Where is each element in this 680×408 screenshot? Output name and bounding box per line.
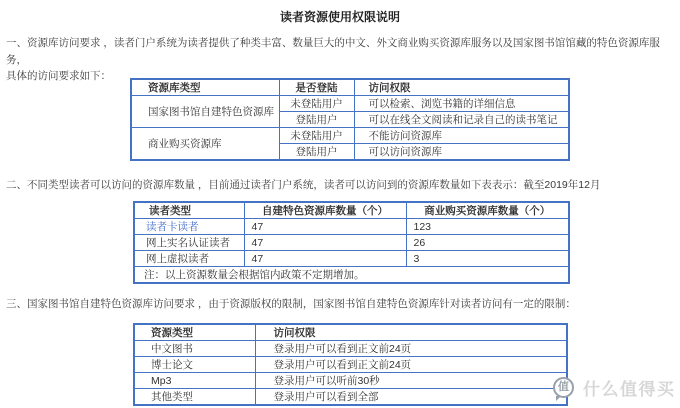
page-title: 读者资源使用权限说明 (279, 10, 400, 24)
permission-cell: 可以检索、浏览书籍的详细信息 (354, 96, 569, 112)
table-row (131, 128, 569, 144)
self-built-count-cell: 47 (244, 235, 406, 251)
column-header: 是否登陆 (279, 79, 354, 96)
table-row (134, 251, 569, 267)
login-status-cell: 未登陆用户 (279, 96, 354, 112)
column-header: 商业购买资源库数量（个） (406, 202, 569, 219)
login-status-cell: 未登陆用户 (279, 128, 354, 144)
table-header-row (131, 79, 569, 96)
table-note-row (134, 267, 569, 284)
login-status-cell: 登陆用户 (279, 144, 354, 161)
login-status-cell: 登陆用户 (279, 112, 354, 128)
column-header: 访问权限 (255, 324, 567, 341)
table-row (134, 357, 567, 373)
reader-type-cell: 网上实名认证读者 (134, 235, 244, 251)
self-built-count-cell: 47 (244, 219, 406, 235)
permission-cell: 登录用户可以看到正文前24页 (255, 341, 567, 357)
resource-type-cell: 博士论文 (134, 357, 255, 373)
table-header-row (134, 202, 569, 219)
table-row (134, 235, 569, 251)
column-header: 自建特色资源库数量（个） (244, 202, 406, 219)
table-row (134, 373, 567, 389)
table-row (134, 389, 567, 406)
section-2-paragraph: 二、不同类型读者可以访问的资源库数量 ，目前通过读者门户系统，读者可以访问到的资源库数量如下表表示：截至2019年12月 (6, 179, 601, 191)
commercial-count-cell: 26 (406, 235, 569, 251)
resource-type-cell: 其他类型 (134, 389, 255, 406)
section-3-paragraph: 三、国家图书馆自建特色资源库访问要求 ，由于资源版权的限制，国家图书馆自建特色资源库针对读者访问有一定的限制： (6, 298, 576, 310)
section-1-paragraph-line-1: 一、资源库访问要求 ，读者门户系统为读者提供了种类丰富、数量巨大的中文、外文商业购买资源库服务以及国家图书馆馆藏的特色资源库服务， (6, 37, 660, 66)
permission-cell: 登录用户可以听前30秒 (255, 373, 567, 389)
resource-type-cell: Mp3 (134, 373, 255, 389)
table-row (134, 219, 569, 235)
permission-cell: 可以在线全文阅读和记录自己的读书笔记 (354, 112, 569, 128)
reader-type-cell: 网上虚拟读者 (134, 251, 244, 267)
resource-type-cell: 中文图书 (134, 341, 255, 357)
permission-cell: 登录用户可以看到全部 (255, 389, 567, 406)
resource-count-table (133, 201, 570, 284)
permission-cell: 登录用户可以看到正文前24页 (255, 357, 567, 373)
access-requirements-table (130, 78, 570, 161)
note-cell: 注：以上资源数量会根据馆内政策不定期增加。 (134, 267, 569, 284)
reader-type-cell (134, 219, 244, 235)
section-1-paragraph-line-2: 具体的访问要求如下： (6, 70, 111, 82)
self-built-count-cell: 47 (244, 251, 406, 267)
table-header-row (134, 324, 567, 341)
reader-card-link[interactable]: 读者卡读者 (146, 221, 199, 233)
table-row (131, 96, 569, 112)
access-restriction-table (133, 323, 568, 406)
column-header: 资源类型 (134, 324, 255, 341)
permission-cell: 可以访问资源库 (354, 144, 569, 161)
commercial-count-cell: 123 (406, 219, 569, 235)
column-header: 访问权限 (354, 79, 569, 96)
resource-type-cell: 商业购买资源库 (131, 128, 279, 161)
smzdm-watermark (553, 375, 676, 400)
column-header: 读者类型 (134, 202, 244, 219)
smzdm-logo-icon: 值 (553, 377, 574, 398)
table-row (134, 341, 567, 357)
column-header: 资源库类型 (131, 79, 279, 96)
permission-cell: 不能访问资源库 (354, 128, 569, 144)
resource-type-cell: 国家图书馆自建特色资源库 (131, 96, 279, 128)
commercial-count-cell: 3 (406, 251, 569, 267)
watermark-text: 什么值得买 (583, 380, 676, 399)
